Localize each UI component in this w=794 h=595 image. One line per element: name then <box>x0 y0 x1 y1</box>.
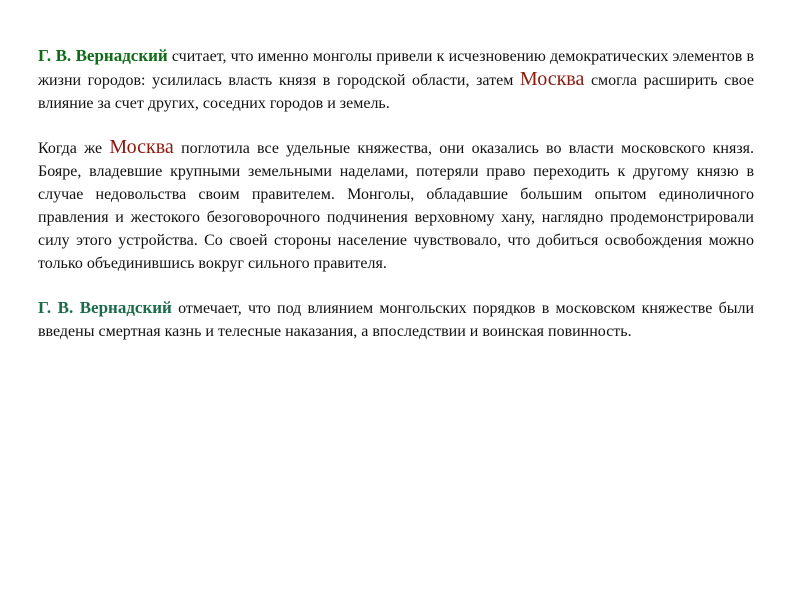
slide-text <box>38 44 754 364</box>
author-name: Г. В. Вернадский <box>38 298 172 317</box>
moscow-highlight: Москва <box>109 136 174 158</box>
paragraph-2-text-b: поглотила все удельные княжества, они оказались во власти московского князя. Бояре, владевшие крупными земельными наделами, потеряли право переходить к другому князю в случае недовольства своим правителем. Монголы, обладавшие большим опытом единоличного правления и жестокого безоговорочного подчинения верховному хану, наглядно продемонстрировали силу этого устройства. Со своей стороны население чувствовало, что добиться освобождения можно только объединившись вокруг сильного правителя. <box>38 140 754 272</box>
paragraph-1-text-a: считает, что именно монголы привели к исчезновению демократических элементов в жизни городов: усилилась власть князя в городской области, затем <box>38 48 754 89</box>
author-name: Г. В. Вернадский <box>38 46 168 65</box>
paragraph-3 <box>38 296 754 343</box>
moscow-highlight: Москва <box>519 68 585 90</box>
paragraph-2 <box>38 136 754 275</box>
paragraph-1 <box>38 44 754 115</box>
paragraph-2-text-a: Когда же <box>38 140 110 157</box>
paragraph-1-text-b: смогла расширить свое влияние за счет других, соседних городов и земель. <box>38 72 755 112</box>
paragraph-3-text: отмечает, что под влиянием монгольских порядков в московском княжестве были введены смертная казнь и телесные наказания, а впоследствии и воинская повинность. <box>38 300 754 340</box>
